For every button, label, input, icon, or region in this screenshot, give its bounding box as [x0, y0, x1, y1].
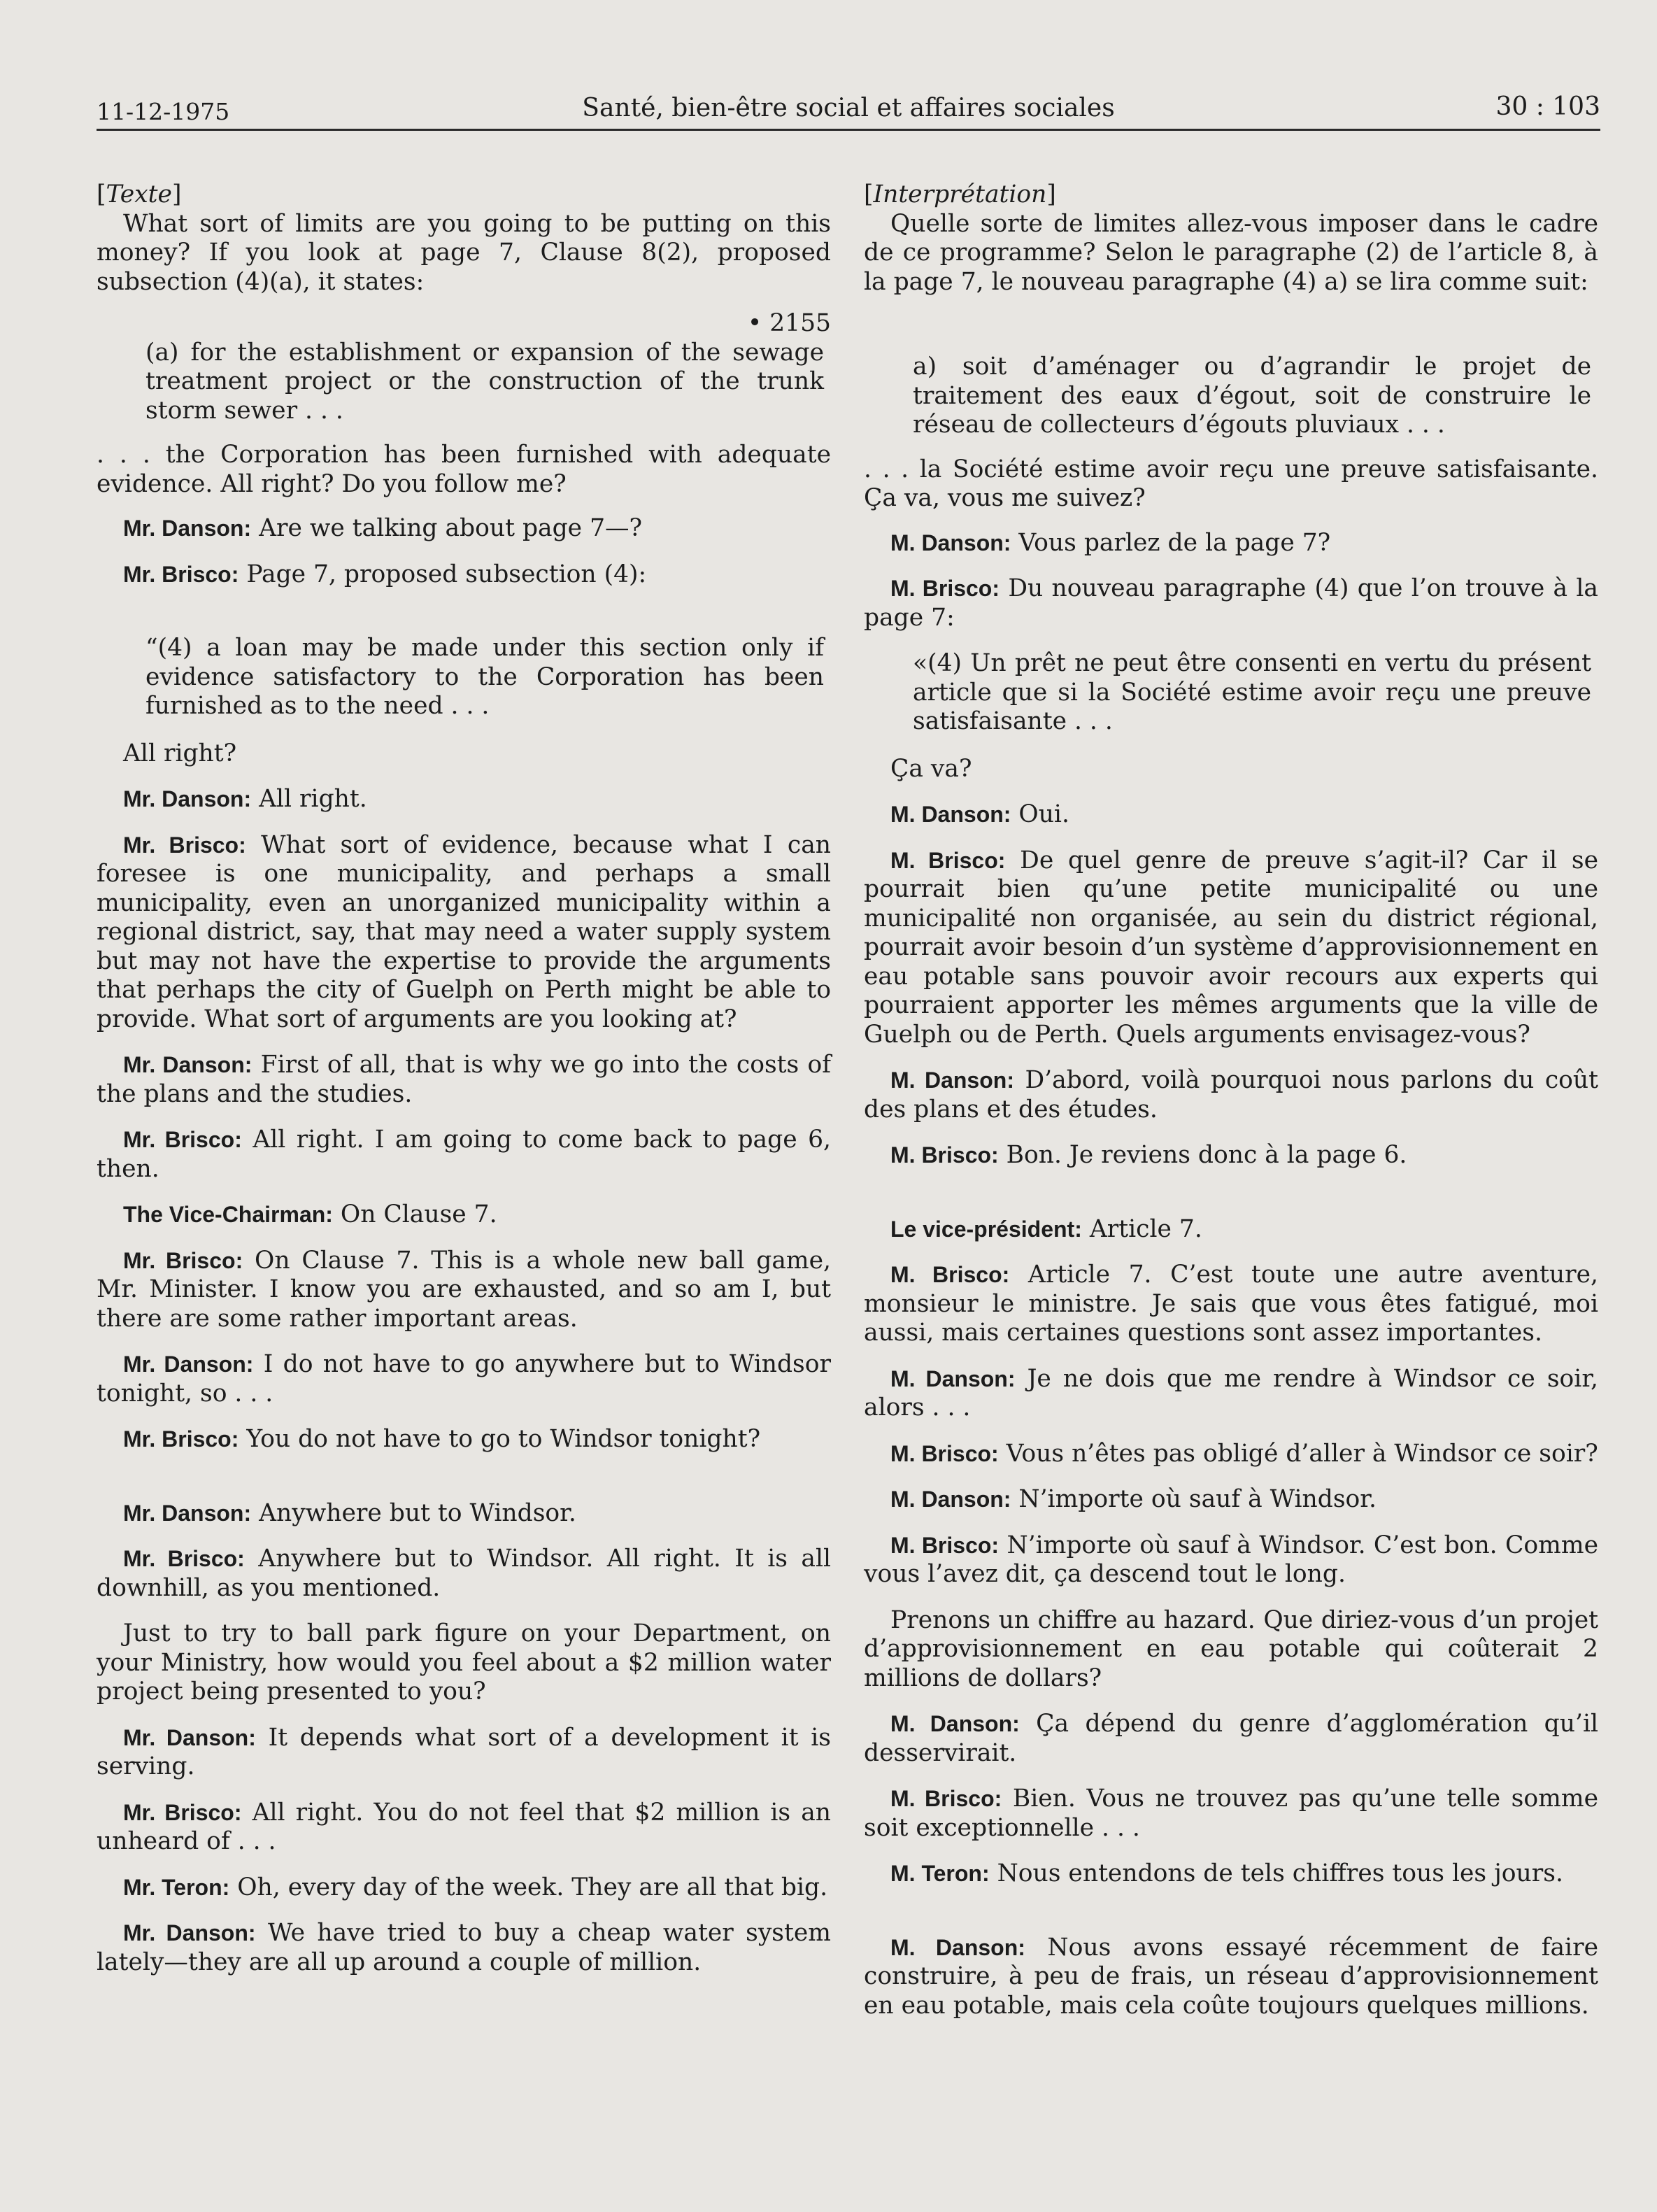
- speech: M. Danson: Nous avons essayé récemment de faire construire, à peu de frais, un réseau d’approvisionnement en eau potable, mais cela coûte toujours quelques millions.: [864, 1933, 1599, 2020]
- page-header: [97, 88, 1600, 131]
- speech: M. Brisco: Article 7. C’est toute une autre aventure, monsieur le ministre. Je sais que vous êtes fatigué, moi aussi, mais certaines questions sont assez importantes.: [864, 1261, 1598, 1347]
- speech: Mr. Danson: We have tried to buy a cheap water system lately—they are all up around a couple of million.: [97, 1919, 832, 1976]
- speech: The Vice-Chairman: On Clause 7.: [123, 1200, 497, 1228]
- speech: Mr. Danson: First of all, that is why we go into the costs of the plans and the studies.: [97, 1051, 832, 1108]
- speech: Mr. Danson: It depends what sort of a development it is serving.: [97, 1723, 832, 1780]
- speech: Mr. Brisco: On Clause 7. This is a whole new ball game, Mr. Minister. I know you are exhausted, and so am I, but there are some rather important areas.: [97, 1246, 832, 1333]
- paragraph: Ça va?: [890, 754, 972, 783]
- speech: M. Brisco: De quel genre de preuve s’agit-il? Car il se pourrait bien qu’une petite municipalité ou une municipalité non organisée, au sein du district régional, pourrait avoir besoin d’un système d’approvisionnement en eau potable sans pouvoir avoir recours aux experts qui pourraient apporter les mêmes arguments que la ville de Guelph ou de Perth. Quels arguments envisagez-vous?: [864, 846, 1599, 1049]
- time-reference: • 2155: [747, 309, 831, 337]
- english-column: [97, 180, 831, 1977]
- speech: M. Danson: Oui.: [890, 800, 1069, 828]
- header-title: Santé, bien-être social et affaires sociales: [582, 94, 1115, 122]
- speech: Mr. Danson: I do not have to go anywhere but to Windsor tonight, so . . .: [97, 1350, 832, 1408]
- speech: M. Brisco: Bon. Je reviens donc à la page 6.: [890, 1141, 1407, 1169]
- paragraph: Just to try to ball park figure on your Department, on your Ministry, how would you feel about a $2 million water project being presented to you?: [97, 1619, 831, 1706]
- speech: Mr. Brisco: All right. I am going to come back to page 6, then.: [97, 1126, 831, 1183]
- speech: M. Brisco: N’importe où sauf à Windsor. C’est bon. Comme vous l’avez dit, ça descend tout le long.: [864, 1531, 1599, 1588]
- quotation: a) soit d’aménager ou d’agrandir le projet de traitement des eaux d’égout, soit de construire le réseau de collecteurs d’égouts pluviaux . . .: [913, 353, 1591, 439]
- speech: M. Danson: D’abord, voilà pourquoi nous parlons du coût des plans et des études.: [864, 1066, 1598, 1123]
- speech: M. Danson: Vous parlez de la page 7?: [890, 528, 1331, 557]
- speech: Le vice-président: Article 7.: [890, 1214, 1202, 1243]
- header-page-number: 30 : 103: [1495, 92, 1600, 121]
- speech: Mr. Danson: All right.: [123, 785, 367, 813]
- speech: M. Brisco: Vous n’êtes pas obligé d’aller à Windsor ce soir?: [890, 1439, 1598, 1468]
- paragraph: What sort of limits are you going to be putting on this money? If you look at page 7, Clause 8(2), proposed subsection (4)(a), it states:: [97, 209, 831, 296]
- paragraph: All right?: [123, 739, 237, 767]
- speech: Mr. Danson: Are we talking about page 7—?: [123, 514, 643, 542]
- speech: Mr. Danson: Anywhere but to Windsor.: [123, 1498, 576, 1527]
- speech: Mr. Brisco: You do not have to go to Windsor tonight?: [123, 1425, 761, 1453]
- quotation: (a) for the establishment or expansion of the sewage treatment project or the construction of the trunk storm sewer . . .: [145, 338, 824, 425]
- paragraph: Quelle sorte de limites allez-vous imposer dans le cadre de ce programme? Selon le paragraphe (2) de l’article 8, à la page 7, le nouveau paragraphe (4) a) se lira comme suit:: [864, 209, 1598, 296]
- header-date: 11-12-1975: [97, 98, 230, 125]
- speech: M. Danson: Ça dépend du genre d’agglomération qu’il desservirait.: [864, 1710, 1599, 1767]
- speech: Mr. Brisco: What sort of evidence, because what I can foresee is one municipality, and perhaps a small municipality, even an unorganized municipality within a regional district, say, that may need a water supply system but may not have the expertise to provide the arguments that perhaps the city of Guelph on Perth might be able to provide. What sort of arguments are you looking at?: [97, 830, 831, 1033]
- speech: Mr. Brisco: Anywhere but to Windsor. All right. It is all downhill, as you mentioned.: [97, 1545, 832, 1602]
- speech: M. Brisco: Bien. Vous ne trouvez pas qu’une telle somme soit exceptionnelle . . .: [864, 1785, 1599, 1842]
- speech: Mr. Brisco: Page 7, proposed subsection (4):: [123, 560, 647, 588]
- french-column: [864, 180, 1598, 2020]
- quotation: «(4) Un prêt ne peut être consenti en vertu du présent article que si la Société estime avoir reçu une preuve satisfaisante . . .: [913, 649, 1591, 735]
- speech: M. Danson: Je ne dois que me rendre à Windsor ce soir, alors . . .: [864, 1364, 1599, 1422]
- quotation: “(4) a loan may be made under this section only if evidence satisfactory to the Corporation has been furnished as to the need . . .: [145, 634, 824, 720]
- section-tag: [Interprétation]: [864, 180, 1056, 208]
- paragraph: . . . the Corporation has been furnished with adequate evidence. All right? Do you follow me?: [97, 441, 831, 498]
- section-tag: [Texte]: [97, 180, 182, 208]
- paragraph: Prenons un chiffre au hazard. Que diriez-vous d’un projet d’approvisionnement en eau potable qui coûterait 2 millions de dollars?: [864, 1605, 1598, 1692]
- speech: M. Teron: Nous entendons de tels chiffres tous les jours.: [890, 1859, 1563, 1887]
- speech: Mr. Brisco: All right. You do not feel that $2 million is an unheard of . . .: [97, 1798, 831, 1855]
- paragraph: . . . la Société estime avoir reçu une preuve satisfaisante. Ça va, vous me suivez?: [864, 455, 1598, 512]
- speech: Mr. Teron: Oh, every day of the week. They are all that big.: [123, 1873, 828, 1901]
- speech: M. Brisco: Du nouveau paragraphe (4) que l’on trouve à la page 7:: [864, 574, 1599, 632]
- speech: M. Danson: N’importe où sauf à Windsor.: [890, 1485, 1377, 1513]
